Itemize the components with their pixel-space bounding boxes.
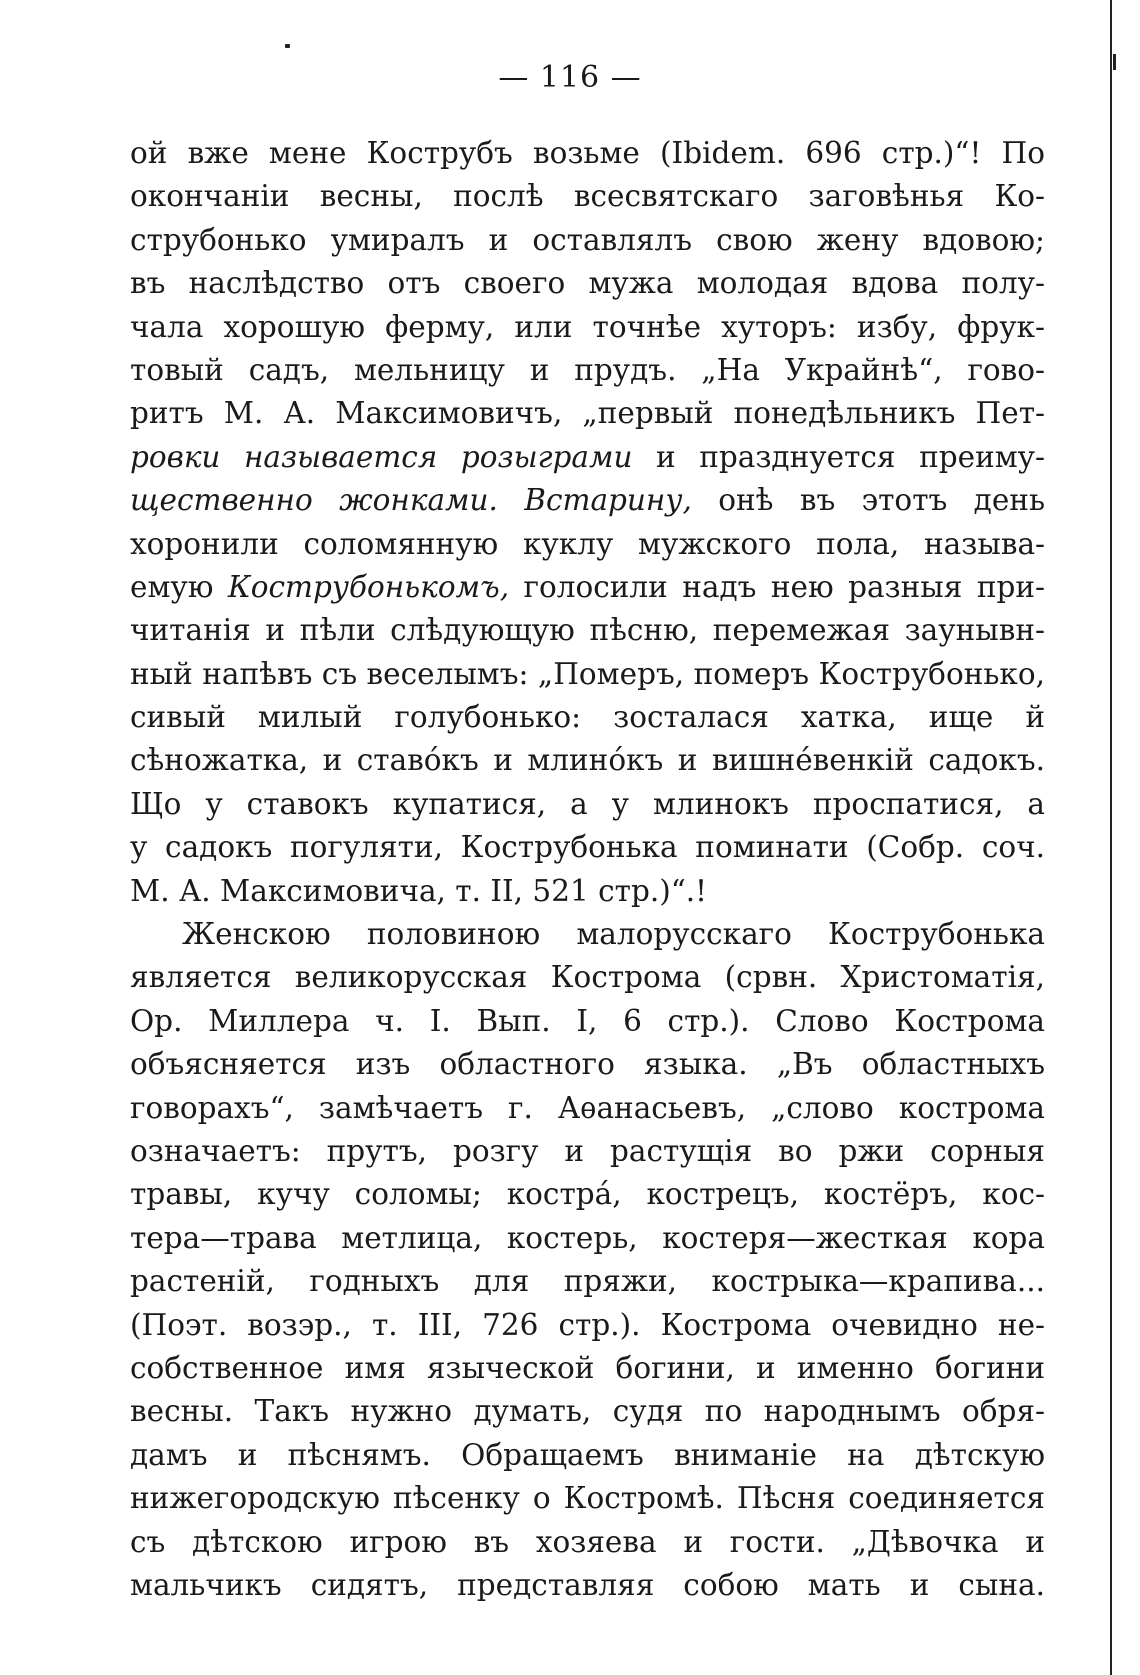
italic-text: щественно жонками. [130, 483, 498, 518]
text-segment: товый садъ, мельницу и прудъ. „На Украйнѣ“, гово- [130, 352, 1045, 387]
text-line [130, 1434, 1045, 1477]
body-text [130, 132, 1045, 1607]
text-line [130, 826, 1045, 869]
text-segment: ой вже мене Кострубъ возьме (Ibidem. 696 стр.)“! По [130, 136, 1045, 170]
text-line [130, 696, 1045, 739]
text-line [130, 175, 1045, 218]
text-line [130, 783, 1045, 826]
page-edge-line [1110, 0, 1112, 1675]
text-segment: емую [130, 569, 228, 604]
text-line [130, 1260, 1045, 1303]
text-line [130, 349, 1045, 392]
text-line [130, 1087, 1045, 1130]
text-line [130, 1347, 1045, 1390]
text-segment: мальчикъ сидятъ, представляя собою мать и сына. [130, 1567, 1045, 1602]
text-segment: дамъ и пѣснямъ. Обращаемъ вниманiе на дѣтскую [130, 1437, 1045, 1472]
text-segment: нижегородскую пѣсенку о Костромѣ. Пѣсня соединяется [130, 1481, 1045, 1516]
text-segment: чала хорошую ферму, или точнѣе хуторъ: избу, фрук- [130, 309, 1045, 344]
text-segment: Що у ставокъ купатися, а у млинокъ проспатися, а [130, 786, 1045, 821]
text-segment [498, 483, 524, 517]
text-line [130, 1477, 1045, 1520]
text-line [130, 566, 1045, 609]
text-segment: у садокъ погуляти, Кострубонька поминати (Собр. соч. [130, 830, 1045, 865]
text-line [130, 1043, 1045, 1086]
text-line [130, 1130, 1045, 1173]
text-line [130, 1217, 1045, 1260]
text-segment: М. А. Максимовича, т. II, 521 стр.)“.! [130, 873, 708, 908]
text-segment: (Поэт. возэр., т. III, 726 стр.). Кострома очевидно не- [130, 1307, 1045, 1342]
text-line [130, 219, 1045, 262]
text-line [130, 392, 1045, 435]
text-segment: означаетъ: прутъ, розгу и растущiя во ржи сорныя [130, 1133, 1045, 1168]
text-segment: съ дѣтскою игрою въ хозяева и гости. „Дѣвочка и [130, 1524, 1045, 1559]
text-segment: растенiй, годныхъ для пряжи, кострыка—крапива... [130, 1264, 1045, 1299]
text-segment: голосили надъ нею разныя при- [509, 569, 1045, 604]
italic-text: розыграми [460, 439, 633, 474]
text-line [130, 262, 1045, 305]
text-segment: травы, кучу соломы; костра́, кострецъ, костёръ, кос- [130, 1177, 1045, 1212]
text-segment: весны. Такъ нужно думать, судя по народнымъ обря- [130, 1394, 1045, 1429]
text-line [130, 436, 1045, 479]
text-line [130, 956, 1045, 999]
text-segment: сивый милый голубонько: зосталася хатка, ище й [130, 700, 1045, 735]
text-line [130, 479, 1045, 522]
text-segment: Женскою половиною малорусскаго Кострубонька [182, 917, 1045, 952]
text-segment: ритъ М. А. Максимовичъ, „первый понедѣльникъ Пет- [130, 396, 1045, 431]
text-segment: объясняется изъ областного языка. „Въ областныхъ [130, 1047, 1045, 1082]
text-line [130, 870, 1045, 913]
text-segment: читанiя и пѣли слѣдующую пѣсню, перемежая заунывн- [130, 613, 1045, 648]
text-line [130, 1521, 1045, 1564]
text-line [130, 132, 1045, 175]
text-line [130, 1000, 1045, 1043]
text-segment: Ор. Миллера ч. I. Вып. I, 6 стр.). Слово Кострома [130, 1003, 1045, 1038]
text-segment: говорахъ“, замѣчаетъ г. Аѳанасьевъ, „слово кострома [130, 1090, 1045, 1125]
text-line [130, 609, 1045, 652]
italic-text: ровки называется [130, 439, 461, 474]
page-number: — 116 — [498, 60, 642, 95]
text-line [130, 653, 1045, 696]
italic-text: Кострубонькомъ, [227, 569, 510, 604]
italic-text: Встарину, [524, 483, 692, 518]
text-line [130, 306, 1045, 349]
text-line [130, 1304, 1045, 1347]
text-segment: и празднуется преиму- [632, 439, 1045, 474]
text-segment: является великорусская Кострома (срвн. Христоматiя, [130, 960, 1045, 995]
text-line [130, 913, 1045, 956]
text-segment: въ наслѣдство отъ своего мужа молодая вдова полу- [130, 266, 1045, 301]
text-segment: онѣ въ этотъ день [691, 483, 1046, 518]
text-line [130, 1564, 1045, 1607]
text-line [130, 1173, 1045, 1216]
text-segment: хоронили соломянную куклу мужского пола, называ- [130, 526, 1045, 561]
text-line [130, 523, 1045, 566]
print-speck [285, 44, 290, 48]
text-segment: струбонько умиралъ и оставлялъ свою жену вдовою; [130, 222, 1045, 257]
text-line [130, 739, 1045, 782]
text-segment: тера—трава метлица, костерь, костеря—жесткая кора [130, 1220, 1045, 1255]
text-line [130, 1390, 1045, 1433]
text-segment: сѣножатка, и ставо́къ и млино́къ и вишне́венкiй садокъ. [130, 743, 1045, 778]
text-segment: ный напѣвъ съ веселымъ: „Померъ, померъ Кострубонько, [130, 656, 1045, 691]
text-segment: собственное имя языческой богини, и именно богини [130, 1350, 1045, 1385]
text-segment: окончанiи весны, послѣ всесвятскаго заговѣнья Ко- [130, 179, 1045, 214]
